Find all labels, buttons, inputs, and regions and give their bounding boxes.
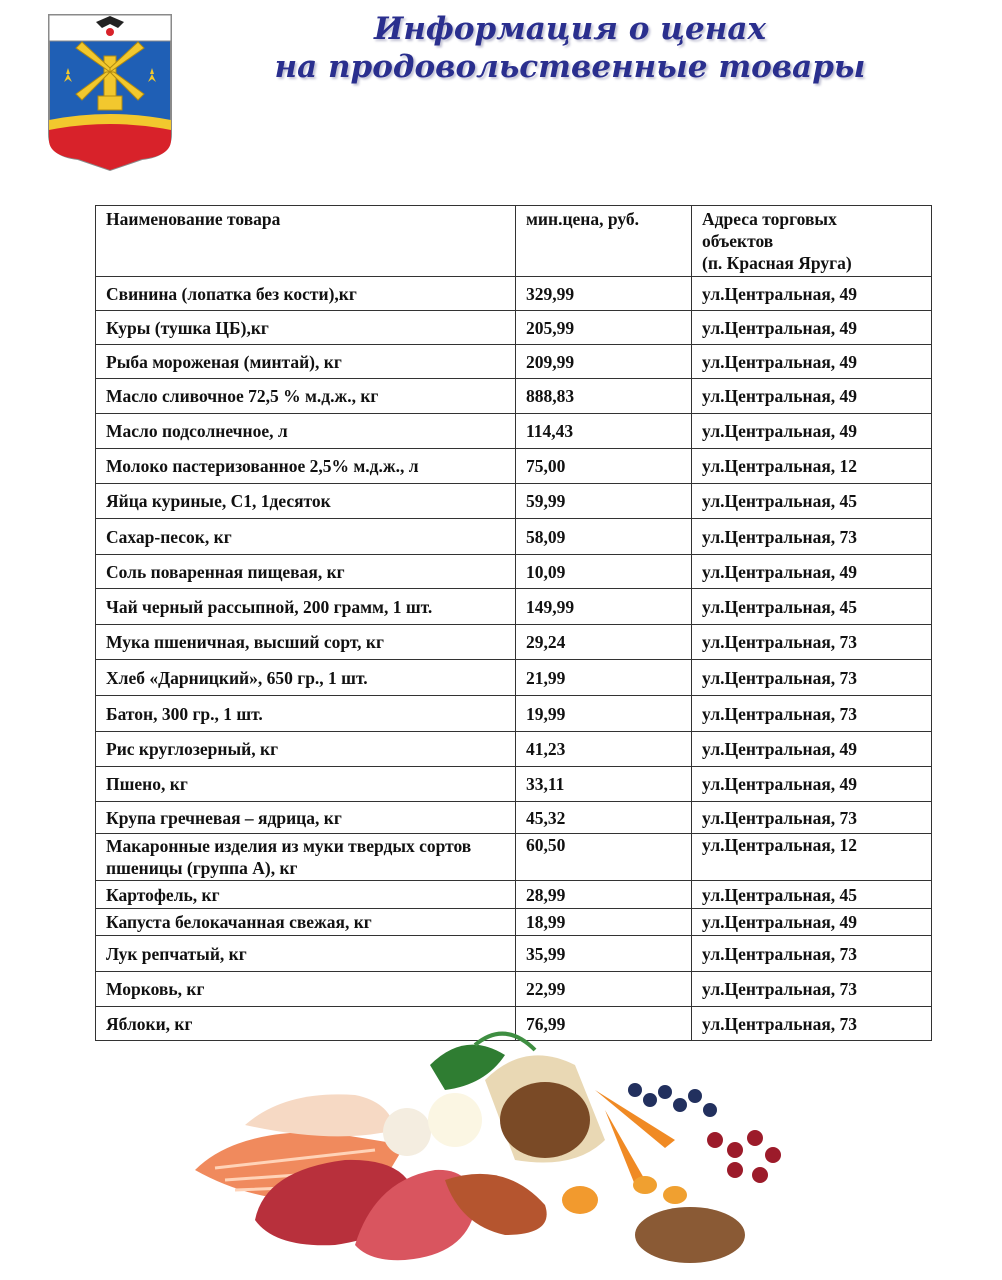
coat-of-arms-emblem [46,12,174,172]
min-price-cell: 329,99 [516,277,692,311]
min-price-cell: 22,99 [516,972,692,1007]
min-price-cell: 75,00 [516,449,692,484]
min-price-cell: 18,99 [516,909,692,936]
product-name-cell: Мука пшеничная, высший сорт, кг [96,625,516,660]
header-address-line-2: объектов [702,231,774,251]
store-address-cell: ул.Центральная, 73 [692,625,932,660]
table-row [96,589,932,625]
product-name-cell: Хлеб «Дарницкий», 650 гр., 1 шт. [96,660,516,696]
product-name-cell: Масло сливочное 72,5 % м.д.ж., кг [96,379,516,414]
table-row [96,881,932,909]
store-address-cell: ул.Центральная, 73 [692,802,932,834]
product-name-cell: Яблоки, кг [96,1007,516,1041]
price-table [95,205,932,1041]
table-row [96,311,932,345]
table-row [96,379,932,414]
header-address-line-3: (п. Красная Яруга) [702,253,852,273]
table-row [96,767,932,802]
table-row [96,909,932,936]
table-row [96,732,932,767]
table-row [96,449,932,484]
table-row [96,660,932,696]
product-name-cell: Рыба мороженая (минтай), кг [96,345,516,379]
product-name-cell: Масло подсолнечное, л [96,414,516,449]
store-address-cell: ул.Центральная, 49 [692,555,932,589]
min-price-cell: 41,23 [516,732,692,767]
store-address-cell: ул.Центральная, 45 [692,589,932,625]
table-row [96,555,932,589]
store-address-cell: ул.Центральная, 73 [692,660,932,696]
min-price-cell: 205,99 [516,311,692,345]
product-name-cell: Макаронные изделия из муки твердых сортов пшеницы (группа А), кг [96,834,516,881]
header-address-line-1: Адреса торговых [702,209,837,229]
min-price-cell: 209,99 [516,345,692,379]
header-name: Наименование товара [96,206,516,277]
min-price-cell: 21,99 [516,660,692,696]
min-price-cell: 45,32 [516,802,692,834]
product-name-cell: Молоко пастеризованное 2,5% м.д.ж., л [96,449,516,484]
min-price-cell: 29,24 [516,625,692,660]
table-row [96,345,932,379]
product-name-cell: Яйца куриные, С1, 1десяток [96,484,516,519]
min-price-cell: 10,09 [516,555,692,589]
product-name-cell: Пшено, кг [96,767,516,802]
min-price-cell: 19,99 [516,696,692,732]
title-line-2: на продовольственные товары [274,49,866,85]
min-price-cell: 59,99 [516,484,692,519]
product-name-cell: Лук репчатый, кг [96,936,516,972]
min-price-cell: 58,09 [516,519,692,555]
table-header-row [96,206,932,277]
store-address-cell: ул.Центральная, 12 [692,449,932,484]
store-address-cell: ул.Центральная, 73 [692,936,932,972]
store-address-cell: ул.Центральная, 49 [692,277,932,311]
table-row [96,519,932,555]
table-row [96,484,932,519]
store-address-cell: ул.Центральная, 49 [692,767,932,802]
product-name-cell: Рис круглозерный, кг [96,732,516,767]
store-address-cell: ул.Центральная, 73 [692,696,932,732]
store-address-cell: ул.Центральная, 49 [692,909,932,936]
table-row [96,834,932,881]
table-row [96,936,932,972]
min-price-cell: 114,43 [516,414,692,449]
header-price: мин.цена, руб. [516,206,692,277]
header-address [692,206,932,277]
store-address-cell: ул.Центральная, 49 [692,345,932,379]
store-address-cell: ул.Центральная, 12 [692,834,932,881]
table-row [96,277,932,311]
product-name-cell: Сахар-песок, кг [96,519,516,555]
table-row [96,802,932,834]
product-name-cell: Куры (тушка ЦБ),кг [96,311,516,345]
store-address-cell: ул.Центральная, 49 [692,732,932,767]
min-price-cell: 35,99 [516,936,692,972]
store-address-cell: ул.Центральная, 49 [692,414,932,449]
table-row [96,625,932,660]
min-price-cell: 888,83 [516,379,692,414]
product-name-cell: Соль поваренная пищевая, кг [96,555,516,589]
title-line-1: Информация о ценах [374,11,766,47]
store-address-cell: ул.Центральная, 73 [692,519,932,555]
store-address-cell: ул.Центральная, 45 [692,881,932,909]
table-row [96,414,932,449]
product-name-cell: Капуста белокачанная свежая, кг [96,909,516,936]
product-name-cell: Крупа гречневая – ядрица, кг [96,802,516,834]
min-price-cell: 28,99 [516,881,692,909]
min-price-cell: 76,99 [516,1007,692,1041]
min-price-cell: 33,11 [516,767,692,802]
store-address-cell: ул.Центральная, 49 [692,311,932,345]
product-name-cell: Картофель, кг [96,881,516,909]
page-title [240,10,900,86]
product-name-cell: Батон, 300 гр., 1 шт. [96,696,516,732]
product-name-cell: Свинина (лопатка без кости),кг [96,277,516,311]
table-row [96,972,932,1007]
min-price-cell: 60,50 [516,834,692,881]
store-address-cell: ул.Центральная, 73 [692,972,932,1007]
product-name-cell: Морковь, кг [96,972,516,1007]
store-address-cell: ул.Центральная, 45 [692,484,932,519]
table-row [96,696,932,732]
food-illustration [175,1020,815,1275]
store-address-cell: ул.Центральная, 73 [692,1007,932,1041]
min-price-cell: 149,99 [516,589,692,625]
store-address-cell: ул.Центральная, 49 [692,379,932,414]
product-name-cell: Чай черный рассыпной, 200 грамм, 1 шт. [96,589,516,625]
